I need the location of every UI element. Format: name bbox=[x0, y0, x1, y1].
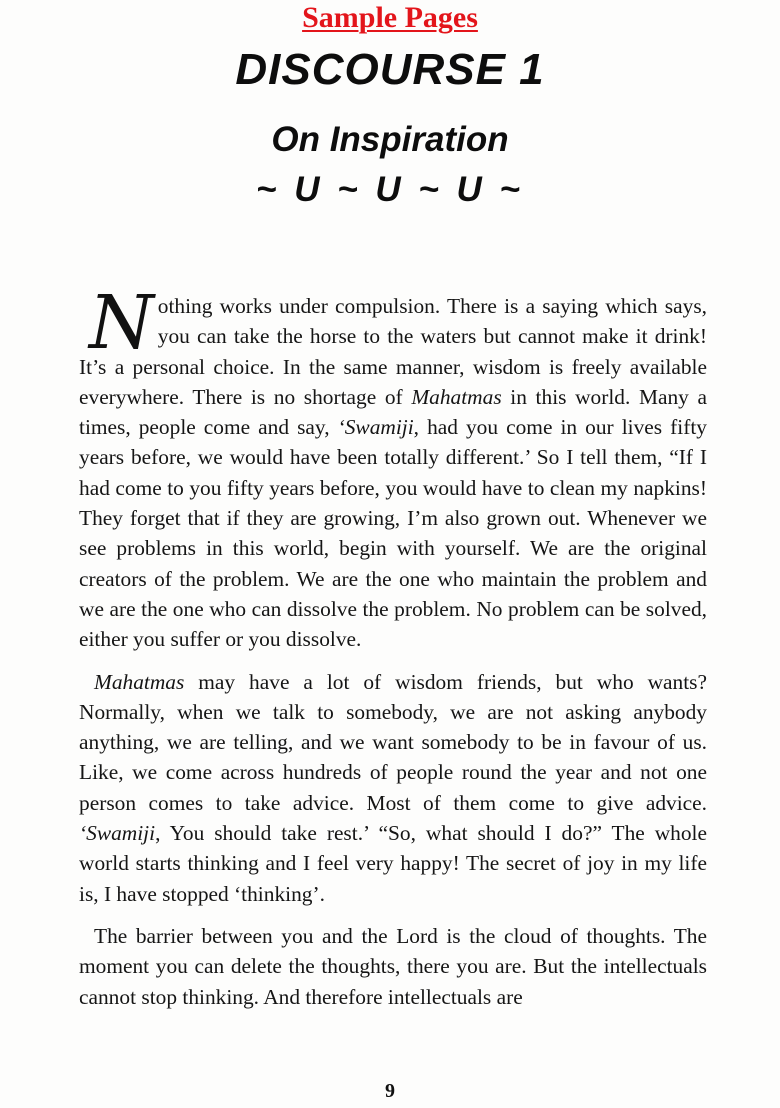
paragraph-2-emphasis-a: Mahatmas bbox=[94, 669, 185, 694]
paragraph-1-text-c: , had you come in our lives fifty years before, we would have been totally different.’ So I tell them, “If I had come to you fifty years before, you would have to clean my napkins! They forget that if they are growing, I’m also grown out. Whenever we see problems in this world, begin with yourself. We are the original creators of the problem. We are the one who maintain the problem and we are the one who can dissolve the problem. No problem can be solved, either you suffer or you dissolve. bbox=[79, 415, 707, 652]
chapter-subtitle: On Inspiration bbox=[271, 120, 509, 159]
paragraph-3 bbox=[79, 921, 707, 1012]
ornament-divider: ~ U ~ U ~ U ~ bbox=[256, 170, 524, 209]
body-text bbox=[79, 280, 708, 1024]
paragraph-1-text-a: othing works under compulsion. There is a saying which says, you can take the horse to the waters but cannot make it drink! It’s a personal choice. In the same manner, wisdom is freely available everywhere. There is no shortage of bbox=[79, 294, 707, 409]
sample-pages-banner bbox=[0, 0, 780, 36]
discourse-title: DISCOURSE 1 bbox=[235, 45, 545, 94]
paragraph-1-text-b: in this world. Many a times, people come and say, bbox=[79, 384, 708, 440]
paragraph-2 bbox=[79, 667, 707, 909]
page-number: 9 bbox=[385, 1080, 395, 1102]
paragraph-1 bbox=[79, 280, 708, 655]
paragraph-1-emphasis-a: Mahatmas bbox=[411, 384, 502, 409]
sample-pages-label: Sample Pages bbox=[302, 1, 478, 34]
paragraph-3-text: The barrier between you and the Lord is the cloud of thoughts. The moment you can delete the thoughts, there you are. But the intellectuals cannot stop thinking. And therefore intellectuals are bbox=[79, 923, 707, 1009]
paragraph-1-emphasis-b: ‘Swamiji bbox=[337, 415, 414, 440]
paragraph-2-text-a: may have a lot of wisdom friends, but who wants? Normally, when we talk to somebody, we are not asking anybody anything, we are telling, and we want somebody to be in favour of us. Like, we come across hundreds of people round the year and not one person comes to take advice. Most of them come to give advice. bbox=[79, 669, 707, 815]
paragraph-2-emphasis-b: ‘Swamiji bbox=[79, 821, 156, 846]
paragraph-2-text-b: , You should take rest.’ “So, what should I do?” The whole world starts thinking and I feel very happy! The secret of joy in my life is, I have stopped ‘thinking’. bbox=[79, 821, 707, 906]
drop-cap-letter: N bbox=[89, 280, 154, 366]
